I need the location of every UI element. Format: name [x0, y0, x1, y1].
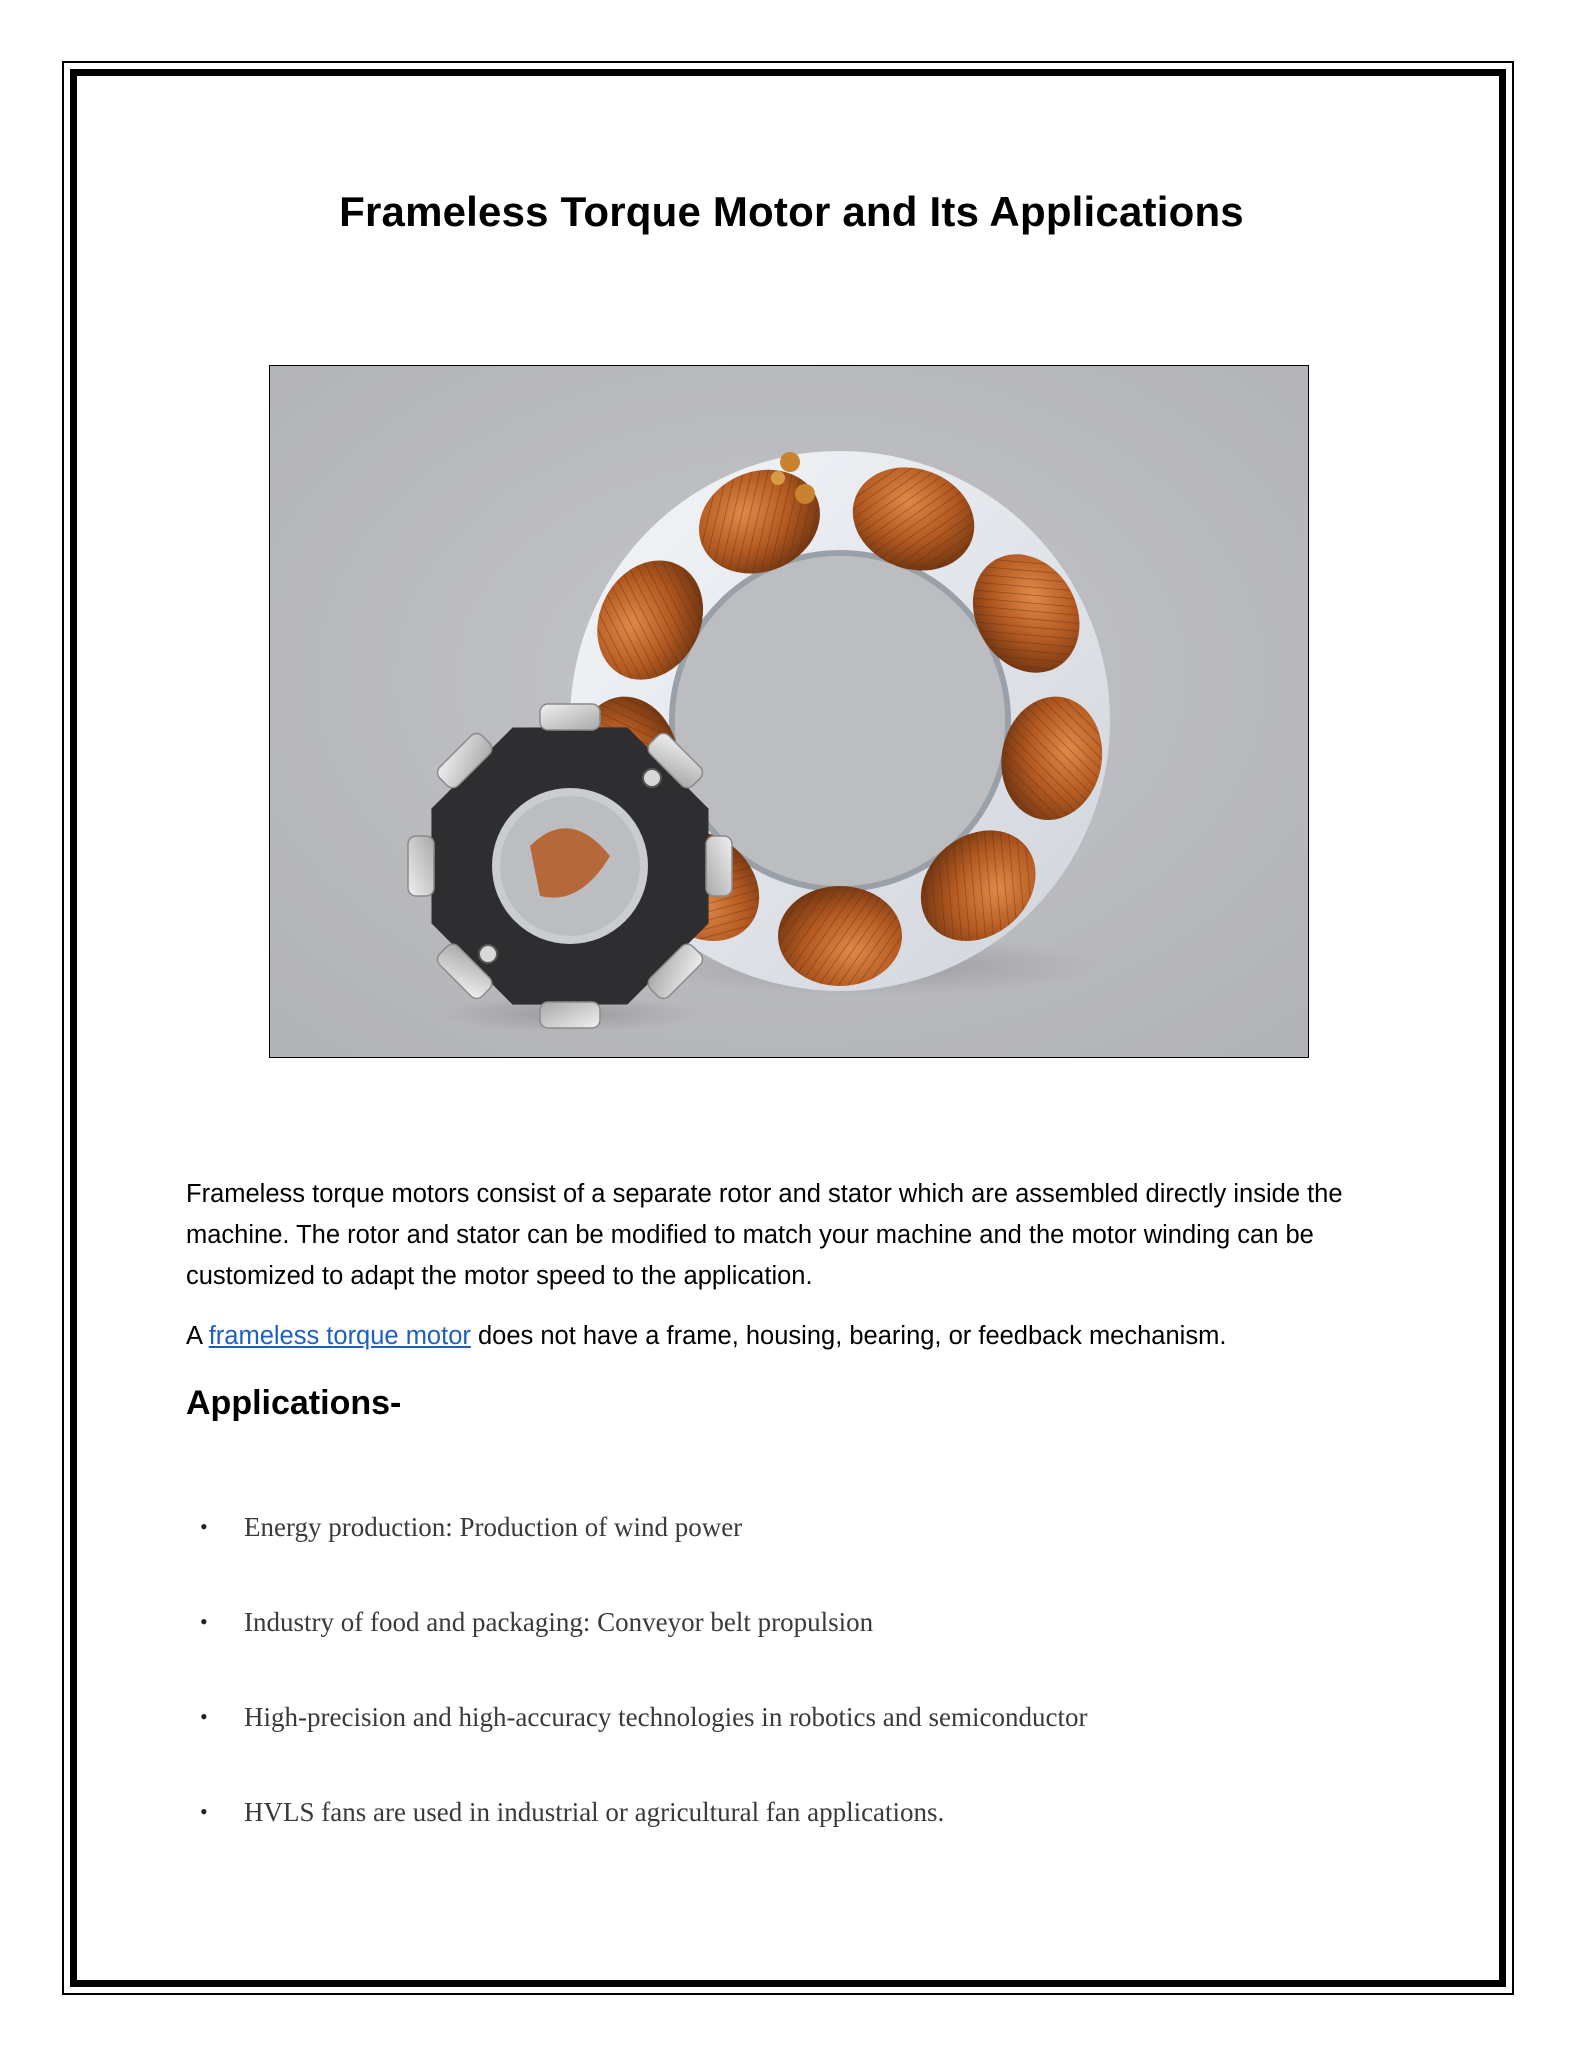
- application-text: HVLS fans are used in industrial or agricultural fan applications.: [244, 1797, 945, 1827]
- page-title: Frameless Torque Motor and Its Applications: [339, 188, 1244, 235]
- list-item: [186, 1511, 1088, 1606]
- frameless-torque-motor-link[interactable]: frameless torque motor: [208, 1322, 471, 1350]
- list-item: [186, 1701, 1088, 1796]
- applications-list: [186, 1511, 1088, 1891]
- bullet-icon: •: [200, 1799, 208, 1824]
- bullet-icon: •: [200, 1609, 208, 1634]
- definition-prefix: A: [186, 1322, 209, 1350]
- application-text: Industry of food and packaging: Conveyor belt propulsion: [244, 1607, 874, 1637]
- motor-photo: [269, 365, 1309, 1058]
- definition-suffix: does not have a frame, housing, bearing, or feedback mechanism.: [470, 1322, 1227, 1350]
- motor-illustration: [270, 366, 1309, 1058]
- applications-heading: Applications-: [186, 1384, 402, 1422]
- definition-paragraph: [186, 1316, 1416, 1357]
- list-item: [186, 1606, 1088, 1701]
- bullet-icon: •: [200, 1514, 208, 1539]
- intro-paragraph: Frameless torque motors consist of a separate rotor and stator which are assembled directly inside the machine. The rotor and stator can be modified to match your machine and the motor winding can be customized to adapt the motor speed to the application.: [186, 1180, 1343, 1290]
- application-text: Energy production: Production of wind power: [244, 1512, 743, 1542]
- application-text: High-precision and high-accuracy technologies in robotics and semiconductor: [244, 1702, 1088, 1732]
- bullet-icon: •: [200, 1704, 208, 1729]
- list-item: [186, 1796, 1088, 1891]
